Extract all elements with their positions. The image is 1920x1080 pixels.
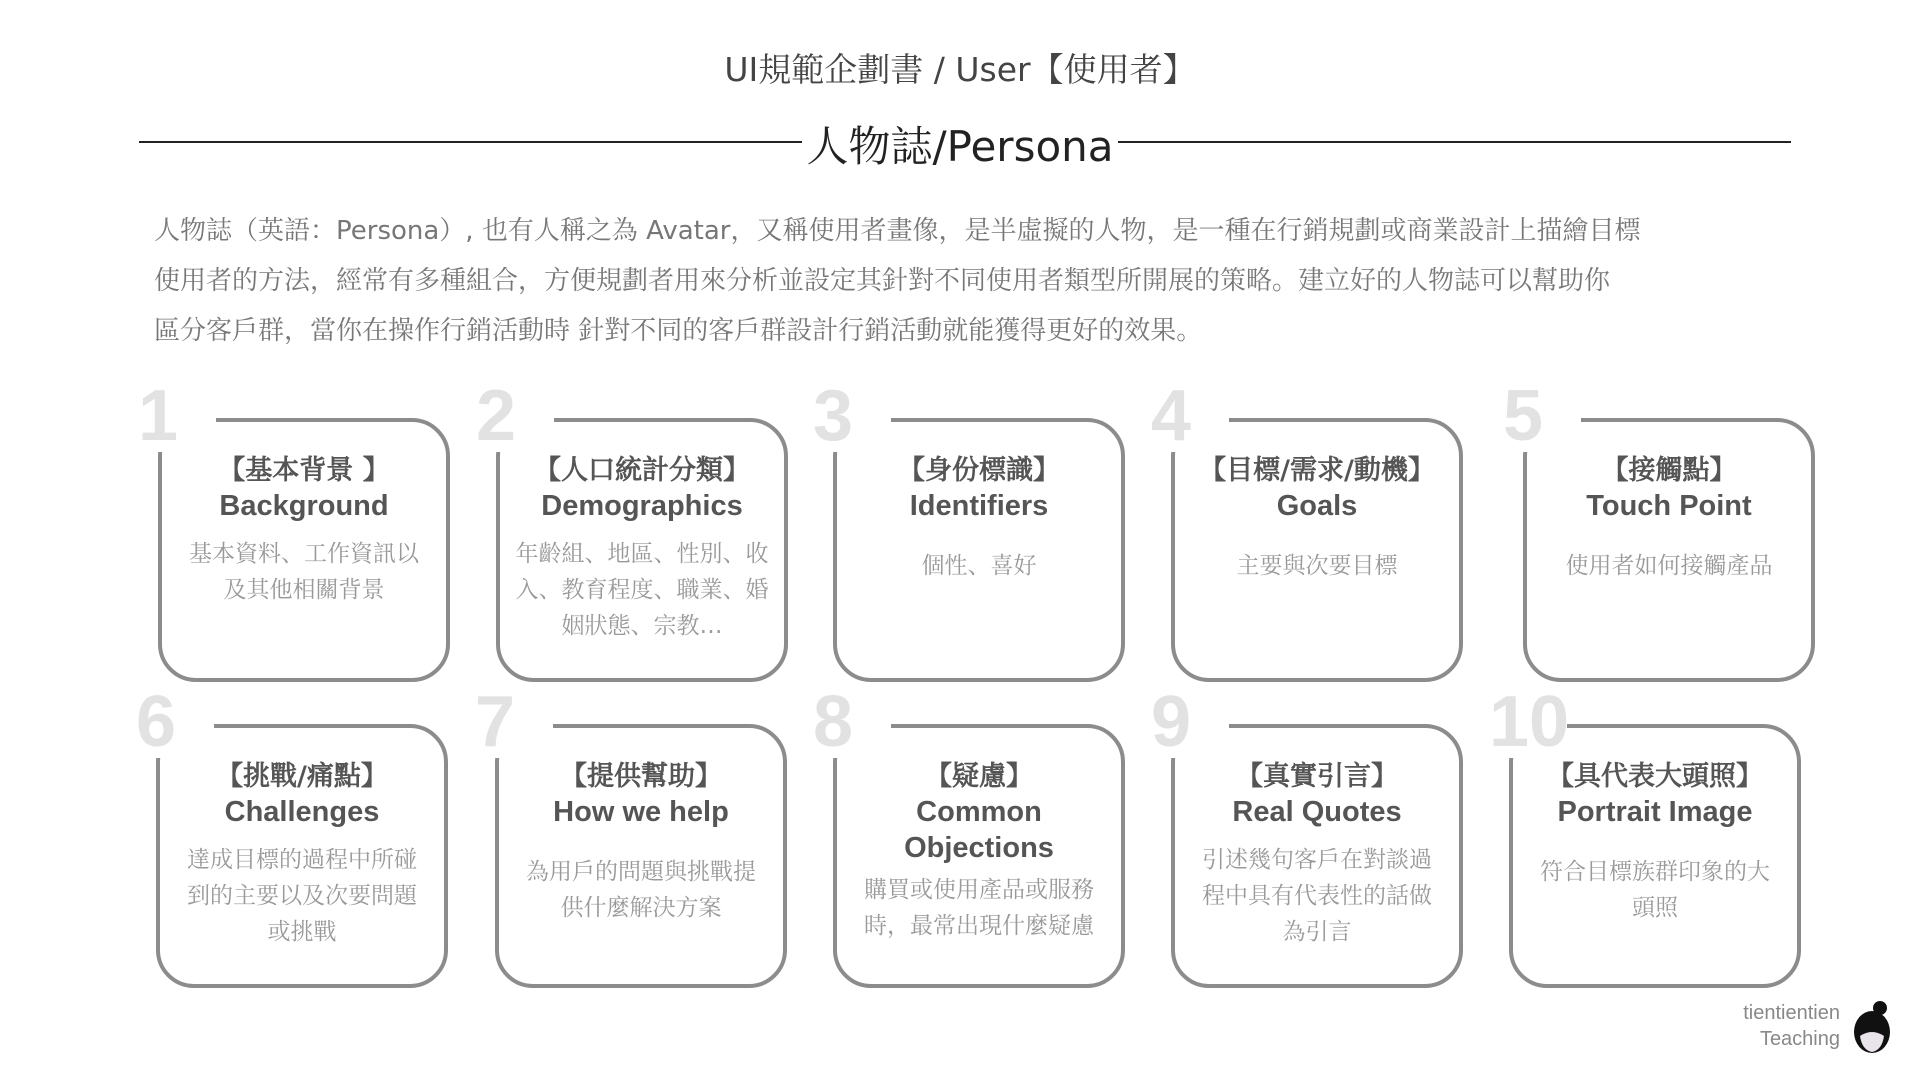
card-description: 個性、喜好 [921, 553, 1037, 579]
card-english-title: Portrait Image [1557, 796, 1753, 828]
card-english-title: Identifiers [909, 490, 1049, 522]
card-number: 7 [475, 682, 516, 762]
card-english-title: Common Objections [904, 796, 1054, 864]
persona-card [1503, 376, 1815, 682]
brand-logo [1720, 1000, 1840, 1052]
card-english-title: Demographics [541, 490, 743, 522]
section-heading-text: 人物誌/Persona [802, 122, 1117, 171]
intro-paragraph [154, 206, 1814, 356]
logo-line1: tientientien [1743, 1002, 1840, 1024]
card-title: 【接觸點】 [1601, 455, 1737, 486]
persona-card [813, 682, 1125, 988]
card-english-title: Touch Point [1586, 490, 1752, 522]
card-title: 【提供幫助】 [560, 761, 722, 792]
paragraph-line: 使用者的方法，經常有多種組合，方便規劃者用來分析並設定其針對不同使用者類型所開展的策略。建立好的人物誌可以幫助你 [154, 266, 1611, 296]
card-number: 9 [1151, 682, 1192, 762]
card-number: 1 [138, 376, 179, 456]
avatar-logo-icon [1850, 1000, 1894, 1056]
card-title: 【基本背景 】 [218, 455, 390, 486]
persona-card [475, 682, 787, 988]
card-number: 5 [1503, 376, 1544, 456]
card-number: 3 [813, 376, 854, 456]
card-title: 【疑慮】 [925, 761, 1033, 792]
card-title: 【挑戰/痛點】 [216, 761, 388, 792]
card-description: 主要與次要目標 [1236, 553, 1398, 579]
card-number: 4 [1151, 376, 1192, 456]
card-number: 8 [813, 682, 854, 762]
persona-card [1151, 682, 1463, 988]
card-title: 【真實引言】 [1236, 761, 1398, 792]
card-english-title: How we help [553, 796, 729, 828]
card-number: 2 [476, 376, 517, 456]
logo-line2: Teaching [1759, 1028, 1840, 1050]
persona-card [1151, 376, 1463, 682]
card-description: 達成目標的過程中所碰到的主要以及次要問題或挑戰 [187, 847, 417, 945]
card-english-title: Goals [1276, 490, 1358, 522]
card-english-title: Real Quotes [1232, 796, 1402, 828]
card-description: 基本資料、工作資訊以及其他相關背景 [189, 541, 419, 603]
card-title: 【具代表大頭照】 [1547, 761, 1763, 792]
card-description: 購買或使用產品或服務時，最常出現什麼疑慮 [864, 877, 1094, 939]
card-title: 【目標/需求/動機】 [1199, 455, 1435, 486]
card-english-title: Background [219, 490, 389, 522]
paragraph-line: 人物誌（英語：Persona）, 也有人稱之為 Avatar，又稱使用者畫像，是半虛擬的人物，是一種在行銷規劃或商業設計上描繪目標 [154, 216, 1641, 246]
card-description: 為用戶的問題與挑戰提供什麼解決方案 [526, 859, 756, 921]
persona-card [1489, 682, 1801, 988]
card-title: 【人口統計分類】 [534, 455, 750, 486]
persona-card [476, 376, 788, 682]
card-description: 符合目標族群印象的大頭照 [1540, 859, 1770, 921]
persona-card [813, 376, 1125, 682]
section-heading [0, 114, 1920, 174]
persona-card [138, 376, 450, 682]
persona-card [136, 682, 448, 988]
card-description: 使用者如何接觸產品 [1565, 553, 1773, 579]
card-number: 6 [136, 682, 177, 762]
card-description: 引述幾句客戶在對談過程中具有代表性的話做為引言 [1202, 847, 1432, 945]
card-description: 年齡組、地區、性別、收入、教育程度、職業、婚姻狀態、宗教… [515, 541, 769, 639]
page-title: UI規範企劃書 / User【使用者】 [724, 50, 1196, 89]
card-title: 【身份標識】 [898, 455, 1060, 486]
card-english-title: Challenges [224, 796, 380, 828]
card-number: 10 [1489, 682, 1570, 762]
paragraph-line: 區分客戶群，當你在操作行銷活動時 針對不同的客戶群設計行銷活動就能獲得更好的效果。 [154, 316, 1203, 346]
